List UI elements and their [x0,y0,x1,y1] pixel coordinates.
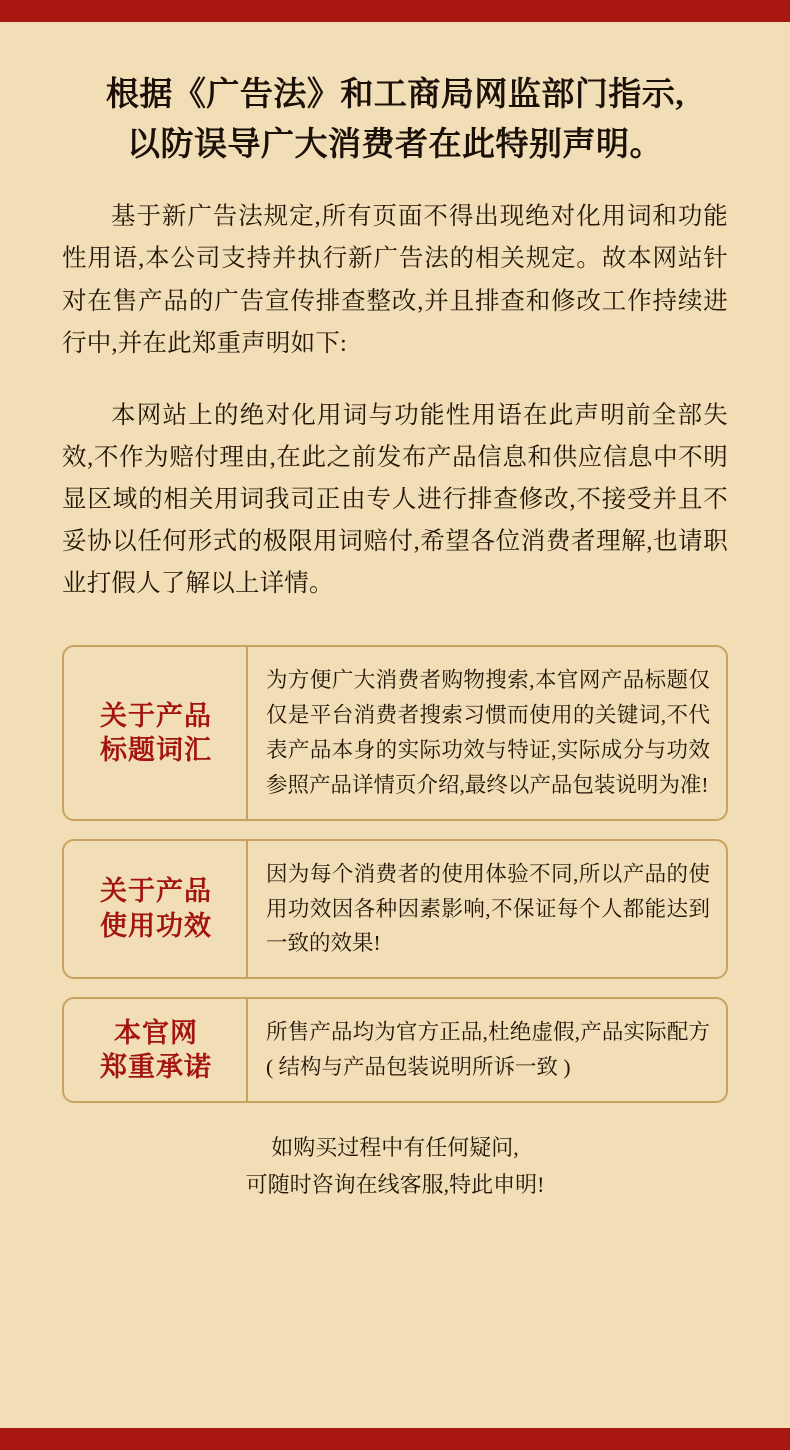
statement-box-product-effect [62,839,728,979]
statement-box-label [64,999,248,1101]
top-accent-bar [0,0,790,22]
page-title [62,70,728,170]
statement-box-official-promise [62,997,728,1103]
statement-box-label-line-2: 郑重承诺 [100,1052,212,1083]
statement-box-label-line-2: 标题词汇 [100,735,212,766]
page-content [0,22,790,1428]
footer-note [62,1129,728,1204]
statement-box-label [64,841,248,977]
bottom-accent-bar [0,1428,790,1450]
statement-box-text: 因为每个消费者的使用体验不同,所以产品的使用功效因各种因素影响,不保证每个人都能达到一致的效果! [266,861,710,956]
statement-paragraph-1: 基于新广告法规定,所有页面不得出现绝对化用词和功能性用语,本公司支持并执行新广告法的相关规定。故本网站针对在售产品的广告宣传排查整改,并且排查和修改工作持续进行中,并在此郑重声明如下: [62,203,728,357]
statement-box-product-title [62,645,728,820]
statement-box-label-line-1: 关于产品 [100,700,212,731]
page-title-line-1: 根据《广告法》和工商局网监部门指示, [105,77,685,113]
statement-box-label-line-2: 使用功效 [100,910,212,941]
statement-box-label [64,647,248,818]
footer-note-line-2: 可随时咨询在线客服,特此申明! [245,1172,545,1198]
statement-box-text: 为方便广大消费者购物搜索,本官网产品标题仅仅是平台消费者搜索习惯而使用的关键词,不代表产品本身的实际功效与特证,实际成分与功效参照产品详情页介绍,最终以产品包装说明为准! [266,668,710,797]
page-title-line-2: 以防误导广大消费者在此特别声明。 [127,127,663,164]
statement-box-text: 所售产品均为官方正品,杜绝虚假,产品实际配方( 结构与产品包装说明所诉一致 ) [266,1020,710,1080]
statement-box-label-line-1: 关于产品 [100,876,212,907]
statement-paragraph-2: 本网站上的绝对化用词与功能性用语在此声明前全部失效,不作为赔付理由,在此之前发布产品信息和供应信息中不明显区域的相关用词我司正由专人进行排查修改,不接受并且不妥协以任何形式的极限用词赔付,希望各位消费者理解,也请职业打假人了解以上详情。 [62,401,728,598]
statement-box-list [62,645,728,1102]
footer-note-line-1: 如购买过程中有任何疑问, [271,1134,519,1160]
statement-box-label-line-1: 本官网 [114,1017,198,1048]
